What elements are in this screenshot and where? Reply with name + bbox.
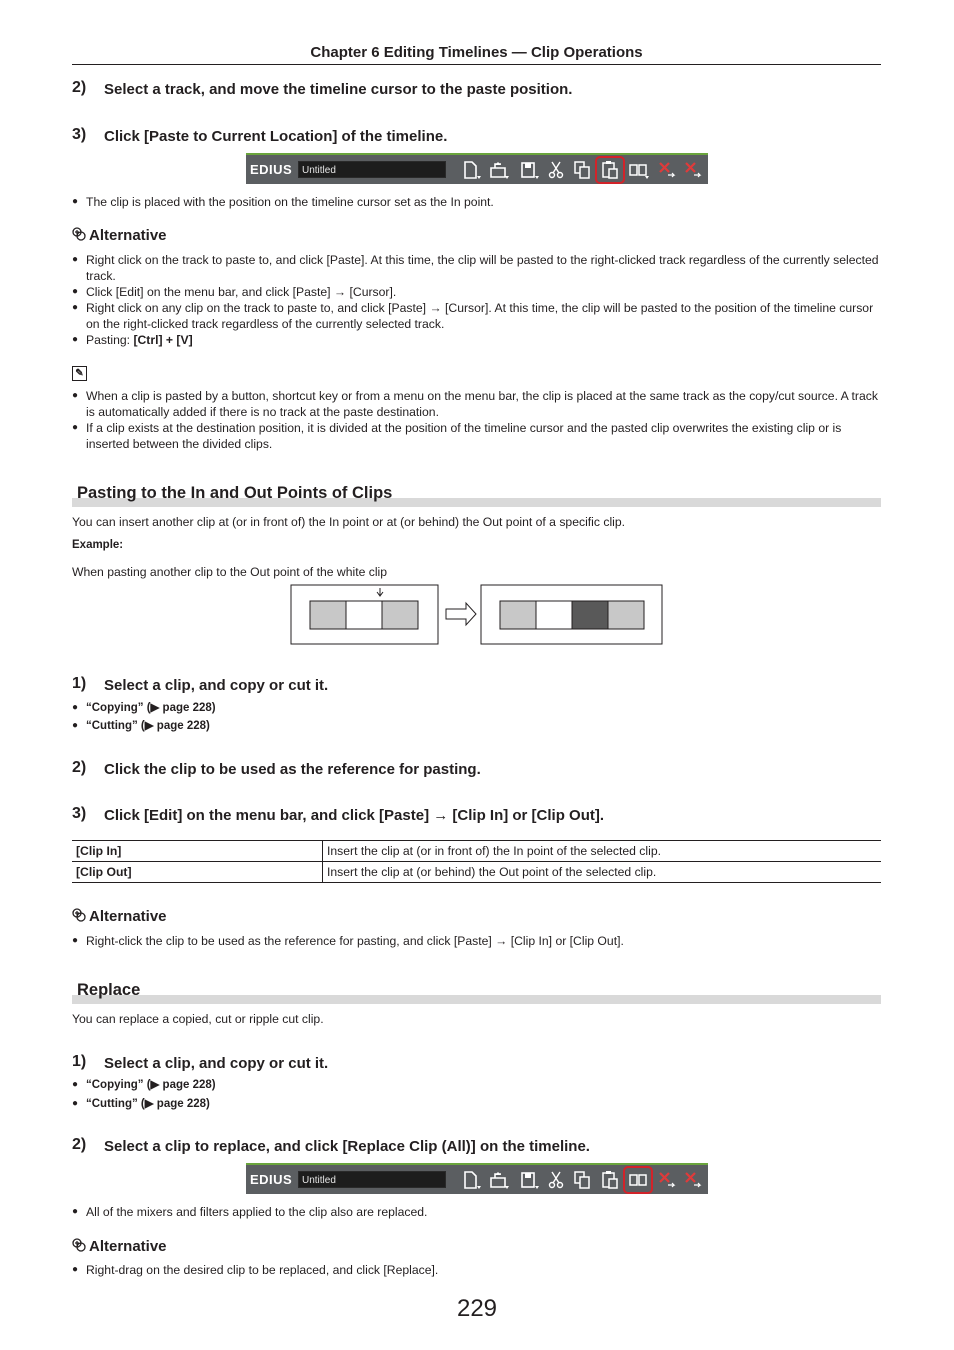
paste-example-diagram bbox=[290, 584, 664, 646]
list-item: ● Pasting: [Ctrl] + [V] bbox=[72, 333, 193, 347]
edius-logo: EDIUS bbox=[250, 1172, 293, 1187]
step-text: Select a track, and move the timeline cursor to the paste position. bbox=[104, 81, 573, 98]
clip-gray bbox=[608, 601, 644, 629]
step-text: Click the clip to be used as the reference for pasting. bbox=[104, 761, 481, 778]
delete-icon[interactable] bbox=[654, 158, 678, 182]
step-number: 2) bbox=[72, 1136, 87, 1153]
paste-to-current-location-icon[interactable] bbox=[598, 1168, 622, 1192]
timeline-toolbar bbox=[246, 1163, 708, 1194]
section-title: Replace bbox=[77, 981, 141, 999]
clip-gray bbox=[310, 601, 346, 629]
step-number: 2) bbox=[72, 759, 87, 776]
alternative-heading: Alternative bbox=[72, 908, 167, 925]
alternative-heading: Alternative bbox=[72, 1238, 167, 1255]
ripple-delete-icon[interactable] bbox=[680, 1168, 704, 1192]
alternative-heading: Alternative bbox=[72, 227, 167, 244]
list-item: ● Right-drag on the desired clip to be replaced, and click [Replace]. bbox=[72, 1263, 439, 1277]
copy-icon[interactable] bbox=[570, 158, 594, 182]
paste-to-current-location-icon[interactable] bbox=[595, 156, 625, 184]
page-number: 229 bbox=[456, 1295, 498, 1322]
list-item: ● All of the mixers and filters applied to the clip also are replaced. bbox=[72, 1205, 428, 1219]
alternative-icon bbox=[72, 227, 86, 241]
new-sequence-icon[interactable] bbox=[458, 1168, 482, 1192]
open-project-icon[interactable] bbox=[486, 158, 510, 182]
ripple-delete-icon[interactable] bbox=[680, 158, 704, 182]
step-number: 1) bbox=[72, 1053, 87, 1070]
table-row bbox=[72, 841, 881, 862]
open-project-icon[interactable] bbox=[486, 1168, 510, 1192]
example-label: Example: bbox=[72, 539, 124, 551]
table-row bbox=[72, 862, 881, 883]
save-project-icon[interactable] bbox=[516, 158, 540, 182]
copy-icon[interactable] bbox=[570, 1168, 594, 1192]
step-number: 3) bbox=[72, 805, 87, 822]
replace-clip-icon[interactable] bbox=[626, 158, 650, 182]
step-text: Select a clip to replace, and click [Replace Clip (All)] on the timeline. bbox=[104, 1138, 590, 1155]
cut-icon[interactable] bbox=[544, 158, 568, 182]
table-cell: [Clip In] bbox=[72, 841, 323, 862]
save-project-icon[interactable] bbox=[516, 1168, 540, 1192]
list-item: ● If a clip exists at the destination position, it is divided at the position of the timeline cursor and the pasted clip overwrites the existing clip or is inserted between the divided clips. bbox=[72, 421, 842, 451]
list-item[interactable]: ● “Cutting” (▶ page 228) bbox=[72, 720, 210, 732]
step-number: 2) bbox=[72, 79, 87, 96]
table-cell: [Clip Out] bbox=[72, 862, 323, 883]
table-cell: Insert the clip at (or behind) the Out point of the selected clip. bbox=[323, 862, 882, 883]
step-text: Click [Edit] on the menu bar, and click [Paste] → [Clip In] or [Clip Out]. bbox=[104, 807, 605, 824]
clip-gray bbox=[500, 601, 536, 629]
list-item[interactable]: ● “Cutting” (▶ page 228) bbox=[72, 1098, 210, 1110]
step-text: Select a clip, and copy or cut it. bbox=[104, 1055, 329, 1072]
paste-options-table bbox=[72, 840, 881, 883]
clip-white bbox=[536, 601, 572, 629]
alternative-icon bbox=[72, 1238, 86, 1252]
section-title: Pasting to the In and Out Points of Clips bbox=[77, 484, 393, 502]
chapter-header: Chapter 6 Editing Timelines — Clip Operations bbox=[310, 44, 643, 61]
new-sequence-icon[interactable] bbox=[458, 158, 482, 182]
delete-icon[interactable] bbox=[654, 1168, 678, 1192]
clip-white bbox=[346, 601, 382, 629]
list-item: ● Right click on any clip on the track to paste to, and click [Paste] → [Cursor]. At this time, the clip will be pasted to the position of the timeline cursor on the right-clicked track regardless of the currently selected track. bbox=[72, 301, 874, 331]
note-icon: ✎ bbox=[72, 366, 87, 381]
clip-pasted bbox=[572, 601, 608, 629]
list-item[interactable]: ● “Copying” (▶ page 228) bbox=[72, 702, 216, 714]
project-name-field[interactable]: Untitled bbox=[298, 161, 446, 178]
list-item: ● The clip is placed with the position on the timeline cursor set as the In point. bbox=[72, 195, 494, 209]
intro-text: You can insert another clip at (or in front of) the In point or at (or behind) the Out point of a specific clip. bbox=[72, 515, 626, 529]
edius-logo: EDIUS bbox=[250, 162, 293, 177]
header-rule bbox=[72, 64, 881, 65]
project-name-field[interactable]: Untitled bbox=[298, 1171, 446, 1188]
step-number: 3) bbox=[72, 126, 87, 143]
timeline-toolbar bbox=[246, 153, 708, 184]
clip-gray bbox=[382, 601, 418, 629]
result-arrow-icon bbox=[446, 603, 476, 625]
section-bar bbox=[72, 995, 881, 1004]
alternative-icon bbox=[72, 908, 86, 922]
step-number: 1) bbox=[72, 675, 87, 692]
table-cell: Insert the clip at (or in front of) the In point of the selected clip. bbox=[323, 841, 882, 862]
list-item: ● When a clip is pasted by a button, shortcut key or from a menu on the menu bar, the clip is placed at the same track as the copy/cut source. A track is automatically added if there is no track at the paste destination. bbox=[72, 389, 878, 419]
list-item: ● Click [Edit] on the menu bar, and click [Paste] → [Cursor]. bbox=[72, 285, 397, 299]
intro-text: You can replace a copied, cut or ripple cut clip. bbox=[72, 1012, 324, 1026]
step-text: Select a clip, and copy or cut it. bbox=[104, 677, 329, 694]
replace-clip-all-icon[interactable] bbox=[623, 1166, 653, 1194]
list-item: ● Right click on the track to paste to, and click [Paste]. At this time, the clip will be pasted to the right-clicked track regardless of the currently selected track. bbox=[72, 253, 879, 283]
example-text: When pasting another clip to the Out point of the white clip bbox=[72, 565, 388, 579]
list-item[interactable]: ● “Copying” (▶ page 228) bbox=[72, 1079, 216, 1091]
step-text: Click [Paste to Current Location] of the timeline. bbox=[104, 128, 448, 145]
list-item: ● Right-click the clip to be used as the reference for pasting, and click [Paste] → [Clip In] or [Clip Out]. bbox=[72, 934, 624, 948]
cut-icon[interactable] bbox=[544, 1168, 568, 1192]
